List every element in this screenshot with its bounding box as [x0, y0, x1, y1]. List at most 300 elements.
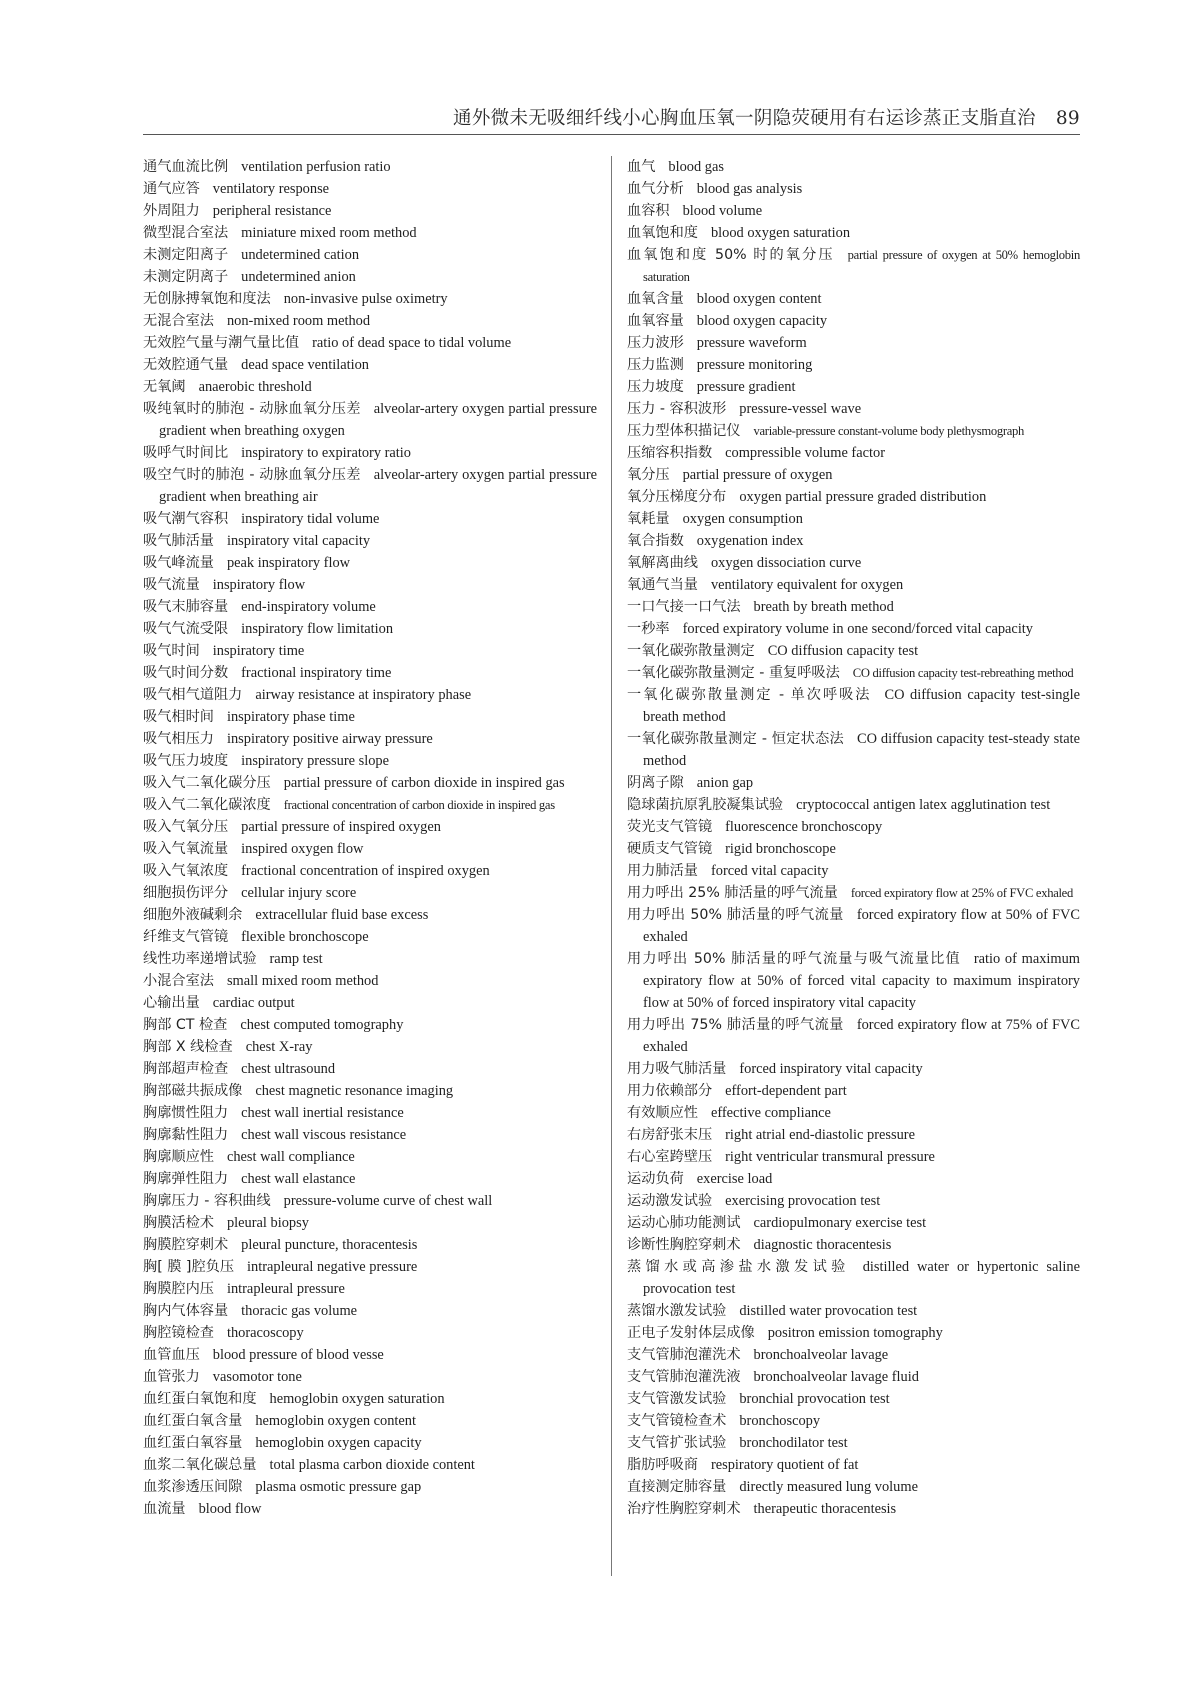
term-chinese: 胸廓压力 - 容积曲线: [143, 1193, 271, 1209]
term-english: chest computed tomography: [240, 1017, 404, 1033]
term-english: ventilatory equivalent for oxygen: [710, 577, 904, 593]
term-english: inspiratory pressure slope: [241, 753, 390, 769]
glossary-entry: [627, 1498, 1080, 1520]
glossary-entry: [627, 794, 1080, 816]
term-chinese: 血管血压: [143, 1347, 200, 1363]
term-english: partial pressure of carbon dioxide in inspired gas: [283, 775, 565, 791]
glossary-entry: [143, 1410, 597, 1432]
term-chinese: 蒸馏水或高渗盐水激发试验: [627, 1259, 850, 1275]
term-chinese: 血容积: [627, 203, 670, 219]
glossary-entry: [143, 1080, 597, 1102]
term-english: forced expiratory volume in one second/forced vital capacity: [682, 621, 1034, 637]
term-english: non-mixed room method: [226, 313, 371, 329]
term-chinese: 吸气相气道阻力: [143, 687, 243, 703]
glossary-entry: [627, 728, 1080, 772]
term-chinese: 吸气流量: [143, 577, 200, 593]
term-english: cardiac output: [212, 995, 295, 1011]
term-chinese: 一氧化碳弥散量测定: [627, 643, 755, 659]
term-chinese: 运动心肺功能测试: [627, 1215, 741, 1231]
term-chinese: 无混合室法: [143, 313, 214, 329]
term-chinese: 氧通气当量: [627, 577, 698, 593]
term-chinese: 无效腔通气量: [143, 357, 229, 373]
glossary-entry: [143, 156, 597, 178]
term-chinese: 心输出量: [143, 995, 200, 1011]
glossary-entry: [143, 596, 597, 618]
term-chinese: 一秒率: [627, 621, 670, 637]
term-english: forced vital capacity: [710, 863, 829, 879]
term-english: pleural puncture, thoracentesis: [241, 1237, 418, 1253]
glossary-entry: [627, 618, 1080, 640]
glossary-entry: [143, 662, 597, 684]
glossary-entry: [627, 354, 1080, 376]
term-chinese: 压力型体积描记仪: [627, 423, 741, 439]
term-chinese: 胸廓顺应性: [143, 1149, 214, 1165]
glossary-entry: [143, 816, 597, 838]
term-english: intrapleural negative pressure: [247, 1259, 418, 1275]
glossary-entry: [627, 1322, 1080, 1344]
glossary-entry: [143, 838, 597, 860]
glossary-entry: [143, 244, 597, 266]
glossary-entry: [627, 1212, 1080, 1234]
term-chinese: 有效顺应性: [627, 1105, 698, 1121]
glossary-entry: [627, 288, 1080, 310]
glossary-entry: [143, 1234, 597, 1256]
glossary-entry: [143, 618, 597, 640]
term-english: fractional inspiratory time: [241, 665, 392, 681]
glossary-entry: [627, 1300, 1080, 1322]
glossary-entry: [143, 926, 597, 948]
term-english: dead space ventilation: [241, 357, 370, 373]
term-english: right ventricular transmural pressure: [725, 1149, 935, 1165]
glossary-entry: [143, 1168, 597, 1190]
glossary-entry: [143, 1190, 597, 1212]
term-english: CO diffusion capacity test-single breath method: [643, 687, 1081, 725]
glossary-entry: [143, 904, 597, 926]
term-english: partial pressure of inspired oxygen: [241, 819, 441, 835]
glossary-entry: [143, 1300, 597, 1322]
term-english: blood flow: [198, 1501, 262, 1517]
term-chinese: 血气: [627, 159, 656, 175]
term-english: exercise load: [696, 1171, 773, 1187]
term-chinese: 支气管扩张试验: [627, 1435, 727, 1451]
term-english: pressure-volume curve of chest wall: [283, 1193, 493, 1209]
term-chinese: 血浆二氧化碳总量: [143, 1457, 257, 1473]
term-english: intrapleural pressure: [226, 1281, 345, 1297]
glossary-entry: [627, 530, 1080, 552]
term-english: positron emission tomography: [767, 1325, 943, 1341]
term-chinese: 诊断性胸腔穿刺术: [627, 1237, 741, 1253]
term-chinese: 血流量: [143, 1501, 186, 1517]
term-english: bronchodilator test: [739, 1435, 848, 1451]
term-chinese: 胸部 X 线检查: [143, 1039, 233, 1055]
glossary-entry: [627, 310, 1080, 332]
term-english: forced expiratory flow at 75% of FVC exhaled: [643, 1017, 1080, 1055]
term-chinese: 血氧容量: [627, 313, 684, 329]
term-chinese: 未测定阴离子: [143, 269, 229, 285]
term-english: blood oxygen capacity: [696, 313, 828, 329]
glossary-entry: [627, 222, 1080, 244]
glossary-entry: [627, 860, 1080, 882]
term-english: CO diffusion capacity test-rebreathing method: [852, 666, 1074, 680]
glossary-entry: [143, 1498, 597, 1520]
glossary-entry: [143, 970, 597, 992]
glossary-entry: [143, 1476, 597, 1498]
glossary-entry: [627, 1080, 1080, 1102]
glossary-entry: [143, 442, 597, 464]
term-chinese: 荧光支气管镜: [627, 819, 713, 835]
term-chinese: 胸膜活检术: [143, 1215, 214, 1231]
term-chinese: 胸膜腔内压: [143, 1281, 214, 1297]
glossary-entry: [627, 442, 1080, 464]
term-chinese: 未测定阳离子: [143, 247, 229, 263]
term-chinese: 血浆渗透压间隙: [143, 1479, 243, 1495]
term-english: hemoglobin oxygen capacity: [255, 1435, 422, 1451]
term-english: peak inspiratory flow: [226, 555, 351, 571]
term-chinese: 右房舒张末压: [627, 1127, 713, 1143]
term-english: miniature mixed room method: [241, 225, 417, 241]
term-chinese: 吸入气氧流量: [143, 841, 229, 857]
glossary-entry: [143, 1256, 597, 1278]
glossary-entry: [627, 508, 1080, 530]
term-english: bronchial provocation test: [739, 1391, 890, 1407]
glossary-entry: [143, 178, 597, 200]
term-english: fractional concentration of inspired oxygen: [241, 863, 490, 879]
term-english: extracellular fluid base excess: [255, 907, 429, 923]
term-english: ramp test: [269, 951, 323, 967]
glossary-entry: [627, 420, 1080, 442]
term-chinese: 血管张力: [143, 1369, 200, 1385]
term-chinese: 无氧阈: [143, 379, 186, 395]
running-header: [143, 104, 1080, 130]
term-english: fluorescence bronchoscopy: [725, 819, 883, 835]
term-chinese: 吸呼气时间比: [143, 445, 229, 461]
term-chinese: 运动负荷: [627, 1171, 684, 1187]
term-english: alveolar-artery oxygen partial pressure gradient when breathing oxygen: [159, 401, 598, 439]
term-english: diagnostic thoracentesis: [753, 1237, 892, 1253]
term-english: pressure waveform: [696, 335, 807, 351]
term-english: inspiratory vital capacity: [226, 533, 371, 549]
glossary-entry: [143, 1146, 597, 1168]
term-chinese: 硬质支气管镜: [627, 841, 713, 857]
term-english: peripheral resistance: [212, 203, 332, 219]
term-english: respiratory quotient of fat: [710, 1457, 859, 1473]
glossary-entry: [143, 398, 597, 442]
term-english: ratio of maximum expiratory flow at 50% of forced vital capacity to maximum inspiratory flow at 50% of forced inspiratory vital capacity: [643, 951, 1080, 1011]
term-chinese: 血红蛋白氧含量: [143, 1413, 243, 1429]
glossary-entry: [143, 1124, 597, 1146]
term-chinese: 支气管镜检查术: [627, 1413, 727, 1429]
glossary-entry: [627, 838, 1080, 860]
term-chinese: 用力肺活量: [627, 863, 698, 879]
term-chinese: 胸[ 膜 ]腔负压: [143, 1259, 235, 1275]
header-title: 通外微未无吸细纤线小心胸血压氧一阴隐荧硬用有右运诊蒸正支脂直治: [453, 108, 1036, 129]
glossary-entry: [143, 530, 597, 552]
term-chinese: 吸入气氧分压: [143, 819, 229, 835]
term-english: bronchoalveolar lavage: [753, 1347, 889, 1363]
glossary-entry: [143, 882, 597, 904]
term-english: oxygen consumption: [682, 511, 803, 527]
term-chinese: 吸气时间: [143, 643, 200, 659]
term-chinese: 细胞损伤评分: [143, 885, 229, 901]
term-chinese: 吸气相压力: [143, 731, 214, 747]
glossary-entry: [627, 156, 1080, 178]
glossary-entry: [627, 1366, 1080, 1388]
glossary-entry: [143, 310, 597, 332]
page-number: 89: [1055, 108, 1080, 129]
term-english: bronchoscopy: [739, 1413, 821, 1429]
glossary-entry: [627, 662, 1080, 684]
term-chinese: 氧分压梯度分布: [627, 489, 727, 505]
glossary-entry: [143, 1036, 597, 1058]
term-english: ratio of dead space to tidal volume: [312, 335, 512, 351]
column-divider: [611, 156, 612, 1576]
term-english: therapeutic thoracentesis: [753, 1501, 897, 1517]
term-chinese: 胸廓弹性阻力: [143, 1171, 229, 1187]
glossary-entry: [143, 860, 597, 882]
term-chinese: 血氧饱和度: [627, 225, 698, 241]
term-chinese: 用力依赖部分: [627, 1083, 713, 1099]
term-english: exercising provocation test: [725, 1193, 881, 1209]
glossary-entry: [627, 816, 1080, 838]
term-chinese: 隐球菌抗原乳胶凝集试验: [627, 797, 784, 813]
term-english: inspiratory to expiratory ratio: [241, 445, 411, 461]
term-english: anaerobic threshold: [198, 379, 312, 395]
glossary-entry: [627, 178, 1080, 200]
term-chinese: 用力吸气肺活量: [627, 1061, 727, 1077]
term-chinese: 线性功率递增试验: [143, 951, 257, 967]
term-english: forced expiratory flow at 50% of FVC exhaled: [643, 907, 1080, 945]
term-english: cardiopulmonary exercise test: [753, 1215, 927, 1231]
glossary-entry: [627, 1432, 1080, 1454]
term-english: inspiratory tidal volume: [241, 511, 380, 527]
term-chinese: 通气血流比例: [143, 159, 229, 175]
term-english: hemoglobin oxygen content: [255, 1413, 416, 1429]
term-chinese: 用力呼出 50% 肺活量的呼气流量与吸气流量比值: [627, 951, 961, 967]
term-english: ventilatory response: [212, 181, 330, 197]
term-chinese: 压力 - 容积波形: [627, 401, 727, 417]
term-english: compressible volume factor: [725, 445, 885, 461]
term-chinese: 吸空气时的肺泡 - 动脉血氧分压差: [143, 467, 361, 483]
term-chinese: 吸气时间分数: [143, 665, 229, 681]
term-english: inspiratory time: [212, 643, 305, 659]
term-english: blood pressure of blood vesse: [212, 1347, 384, 1363]
glossary-entry: [627, 1168, 1080, 1190]
term-chinese: 吸气末肺容量: [143, 599, 229, 615]
glossary-entry: [143, 288, 597, 310]
term-chinese: 胸膜腔穿刺术: [143, 1237, 229, 1253]
term-chinese: 蒸馏水激发试验: [627, 1303, 727, 1319]
term-chinese: 压力波形: [627, 335, 684, 351]
term-english: partial pressure of oxygen at 50% hemoglobin saturation: [643, 248, 1080, 284]
term-chinese: 压缩容积指数: [627, 445, 713, 461]
glossary-entry: [627, 1146, 1080, 1168]
term-english: inspiratory positive airway pressure: [226, 731, 433, 747]
glossary-entry: [627, 904, 1080, 948]
term-chinese: 压力监测: [627, 357, 684, 373]
term-english: chest X-ray: [245, 1039, 313, 1055]
term-english: chest wall compliance: [226, 1149, 355, 1165]
glossary-entry: [143, 772, 597, 794]
term-english: anion gap: [696, 775, 754, 791]
term-chinese: 脂肪呼吸商: [627, 1457, 698, 1473]
term-chinese: 直接测定肺容量: [627, 1479, 727, 1495]
term-english: forced expiratory flow at 25% of FVC exhaled: [850, 886, 1073, 900]
term-english: inspired oxygen flow: [241, 841, 364, 857]
glossary-entry: [143, 332, 597, 354]
term-english: CO diffusion capacity test: [767, 643, 919, 659]
term-english: CO diffusion capacity test-steady state method: [643, 731, 1081, 769]
term-chinese: 胸部 CT 检查: [143, 1017, 228, 1033]
term-chinese: 吸入气二氧化碳分压: [143, 775, 271, 791]
glossary-entry: [143, 574, 597, 596]
term-english: oxygen partial pressure graded distribution: [739, 489, 987, 505]
term-english: small mixed room method: [226, 973, 379, 989]
term-chinese: 血氧饱和度 50% 时的氧分压: [627, 247, 835, 263]
glossary-entry: [143, 1322, 597, 1344]
glossary-entry: [627, 398, 1080, 420]
term-chinese: 用力呼出 25% 肺活量的呼气流量: [627, 885, 838, 901]
glossary-entry: [143, 1388, 597, 1410]
term-english: fractional concentration of carbon dioxide in inspired gas: [283, 798, 555, 812]
term-chinese: 用力呼出 75% 肺活量的呼气流量: [627, 1017, 844, 1033]
glossary-entry: [627, 244, 1080, 288]
glossary-entry: [627, 1234, 1080, 1256]
term-english: partial pressure of oxygen: [682, 467, 833, 483]
term-chinese: 微型混合室法: [143, 225, 229, 241]
glossary-entry: [627, 1256, 1080, 1300]
term-chinese: 吸入气氧浓度: [143, 863, 229, 879]
glossary-entry: [627, 200, 1080, 222]
glossary-entry: [143, 464, 597, 508]
term-english: total plasma carbon dioxide content: [269, 1457, 475, 1473]
glossary-entry: [143, 1102, 597, 1124]
glossary-entry: [143, 794, 597, 816]
term-chinese: 吸纯氧时的肺泡 - 动脉血氧分压差: [143, 401, 361, 417]
term-chinese: 胸腔镜检查: [143, 1325, 214, 1341]
glossary-entry: [627, 1410, 1080, 1432]
term-chinese: 氧耗量: [627, 511, 670, 527]
glossary-entry: [143, 1278, 597, 1300]
glossary-entry: [143, 508, 597, 530]
term-chinese: 运动激发试验: [627, 1193, 713, 1209]
header-rule: [143, 134, 1080, 135]
term-english: end-inspiratory volume: [241, 599, 376, 615]
term-english: breath by breath method: [753, 599, 894, 615]
term-english: undetermined anion: [241, 269, 356, 285]
term-chinese: 支气管肺泡灌洗术: [627, 1347, 741, 1363]
term-english: alveolar-artery oxygen partial pressure gradient when breathing air: [159, 467, 598, 505]
term-chinese: 胸廓惯性阻力: [143, 1105, 229, 1121]
term-english: chest magnetic resonance imaging: [255, 1083, 454, 1099]
term-chinese: 吸气峰流量: [143, 555, 214, 571]
term-english: flexible bronchoscope: [241, 929, 369, 945]
glossary-entry: [627, 1388, 1080, 1410]
term-english: right atrial end-diastolic pressure: [725, 1127, 915, 1143]
glossary-left-column: [143, 156, 597, 1520]
glossary-entry: [143, 750, 597, 772]
glossary-entry: [627, 1058, 1080, 1080]
term-chinese: 吸气压力坡度: [143, 753, 229, 769]
term-english: pressure monitoring: [696, 357, 813, 373]
glossary-entry: [143, 684, 597, 706]
term-chinese: 胸内气体容量: [143, 1303, 229, 1319]
glossary-entry: [143, 728, 597, 750]
glossary-entry: [143, 1366, 597, 1388]
glossary-entry: [627, 1014, 1080, 1058]
term-chinese: 吸入气二氧化碳浓度: [143, 797, 271, 813]
term-english: oxygen dissociation curve: [710, 555, 862, 571]
term-chinese: 细胞外液碱剩余: [143, 907, 243, 923]
term-chinese: 胸部超声检查: [143, 1061, 229, 1077]
term-chinese: 血氧含量: [627, 291, 684, 307]
term-english: effort-dependent part: [725, 1083, 847, 1099]
term-english: variable-pressure constant-volume body plethysmograph: [753, 424, 1025, 438]
glossary-entry: [627, 948, 1080, 1014]
term-english: blood oxygen saturation: [710, 225, 851, 241]
term-chinese: 吸气肺活量: [143, 533, 214, 549]
term-chinese: 一氧化碳弥散量测定 - 重复呼吸法: [627, 665, 840, 681]
term-english: bronchoalveolar lavage fluid: [753, 1369, 919, 1385]
term-english: cryptococcal antigen latex agglutination test: [796, 797, 1051, 813]
term-english: oxygenation index: [696, 533, 804, 549]
term-english: chest wall elastance: [241, 1171, 356, 1187]
glossary-right-column: [627, 156, 1080, 1520]
term-english: non-invasive pulse oximetry: [283, 291, 448, 307]
term-chinese: 正电子发射体层成像: [627, 1325, 755, 1341]
glossary-entry: [143, 200, 597, 222]
term-english: ventilation perfusion ratio: [241, 159, 391, 175]
term-english: thoracic gas volume: [241, 1303, 358, 1319]
term-chinese: 纤维支气管镜: [143, 929, 229, 945]
glossary-entry: [627, 684, 1080, 728]
term-chinese: 吸气潮气容积: [143, 511, 229, 527]
term-english: airway resistance at inspiratory phase: [255, 687, 472, 703]
term-chinese: 氧解离曲线: [627, 555, 698, 571]
glossary-entry: [627, 332, 1080, 354]
term-chinese: 氧合指数: [627, 533, 684, 549]
term-english: inspiratory flow limitation: [241, 621, 394, 637]
term-chinese: 小混合室法: [143, 973, 214, 989]
glossary-entry: [143, 552, 597, 574]
term-chinese: 支气管激发试验: [627, 1391, 727, 1407]
term-english: rigid bronchoscope: [725, 841, 836, 857]
term-english: blood gas: [668, 159, 724, 175]
term-chinese: 阴离子隙: [627, 775, 684, 791]
term-chinese: 胸部磁共振成像: [143, 1083, 243, 1099]
term-english: undetermined cation: [241, 247, 360, 263]
term-english: chest wall viscous resistance: [241, 1127, 407, 1143]
term-english: vasomotor tone: [212, 1369, 302, 1385]
glossary-entry: [143, 706, 597, 728]
glossary-entry: [143, 1344, 597, 1366]
term-chinese: 无效腔气量与潮气量比值: [143, 335, 300, 351]
glossary-entry: [627, 376, 1080, 398]
term-english: pleural biopsy: [226, 1215, 309, 1231]
term-chinese: 胸廓黏性阻力: [143, 1127, 229, 1143]
term-chinese: 血红蛋白氧容量: [143, 1435, 243, 1451]
term-english: thoracoscopy: [226, 1325, 304, 1341]
glossary-entry: [627, 1190, 1080, 1212]
glossary-entry: [143, 992, 597, 1014]
glossary-entry: [143, 1014, 597, 1036]
glossary-entry: [627, 1344, 1080, 1366]
glossary-entry: [627, 1454, 1080, 1476]
term-chinese: 一氧化碳弥散量测定 - 恒定状态法: [627, 731, 845, 747]
term-chinese: 血红蛋白氧饱和度: [143, 1391, 257, 1407]
glossary-entry: [143, 354, 597, 376]
term-english: directly measured lung volume: [739, 1479, 918, 1495]
term-english: inspiratory flow: [212, 577, 306, 593]
